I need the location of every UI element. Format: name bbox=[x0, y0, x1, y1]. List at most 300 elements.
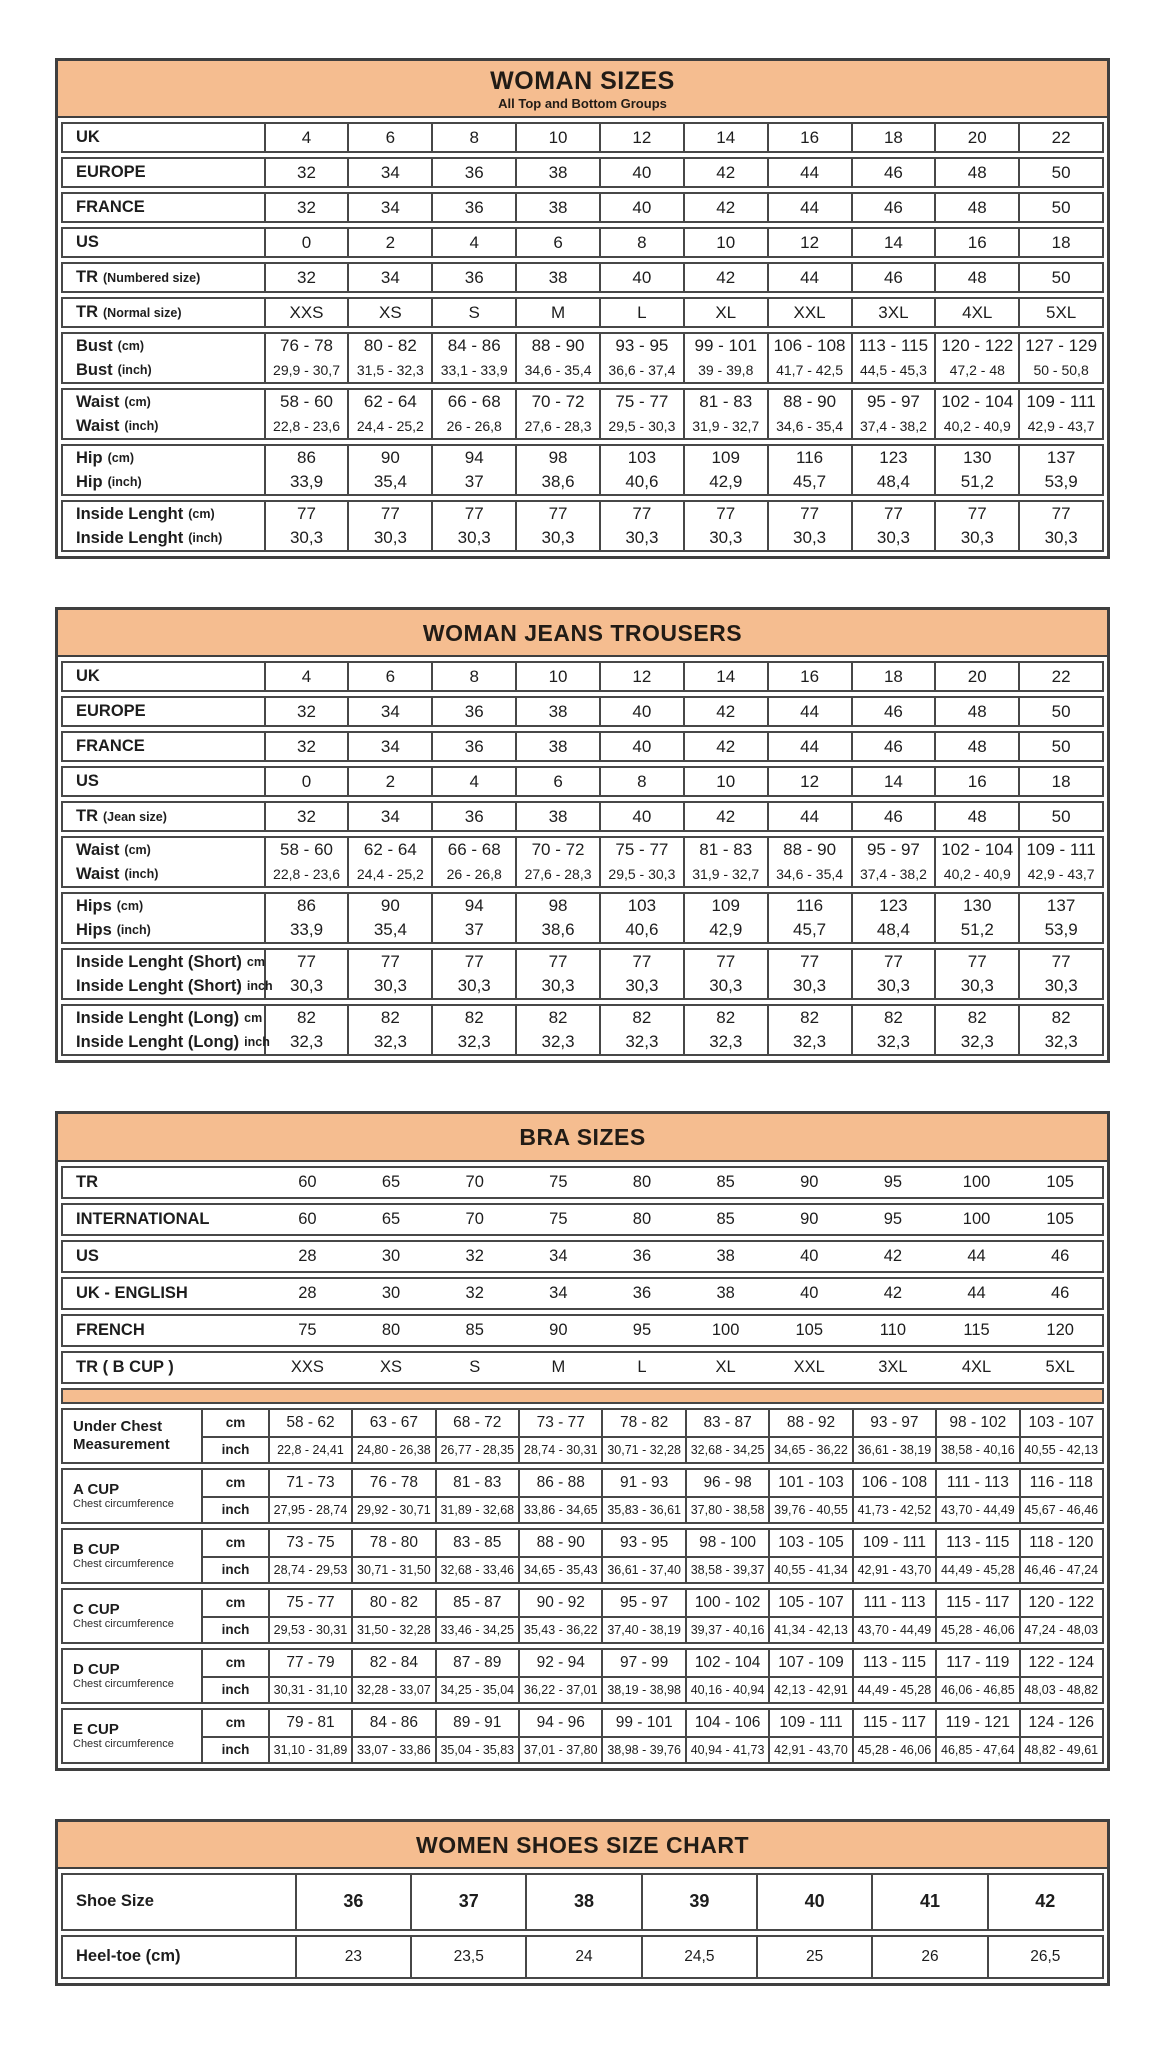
value-cell: 77 bbox=[601, 502, 685, 526]
row-label-main: Hips bbox=[76, 920, 112, 939]
value-cell: 103 - 107 bbox=[1028, 1413, 1094, 1431]
value-cell: 12 bbox=[769, 768, 853, 795]
value-cell: 34 bbox=[549, 1283, 568, 1302]
value-cell: 35,43 - 36,22 bbox=[520, 1618, 603, 1642]
value-cell: 44,49 - 45,28 bbox=[937, 1558, 1020, 1582]
table-row bbox=[61, 1240, 1104, 1273]
value-cell: XL bbox=[685, 299, 769, 326]
table-row bbox=[63, 390, 1102, 414]
value-cell: 5XL bbox=[1045, 302, 1077, 322]
row-label-main: TR bbox=[76, 807, 98, 826]
value-cell: S bbox=[469, 1357, 481, 1376]
cup-rows bbox=[203, 1530, 1102, 1582]
table-header bbox=[58, 610, 1107, 657]
cup-row-group bbox=[61, 1408, 1104, 1464]
value-cell: 42 bbox=[685, 803, 769, 830]
value-cell: 109 bbox=[685, 894, 769, 918]
cup-label-sub: Chest circumference bbox=[73, 1497, 174, 1510]
value-cell: 58 - 60 bbox=[266, 390, 350, 414]
value-cell: 46 bbox=[853, 194, 937, 221]
row-label bbox=[63, 1316, 266, 1345]
value-cell: 86 bbox=[266, 894, 350, 918]
value-cell: 62 - 64 bbox=[349, 838, 433, 862]
row-group bbox=[61, 444, 1104, 496]
row-label bbox=[63, 698, 266, 725]
value-cell: 2 bbox=[349, 229, 433, 256]
value-cell: 77 bbox=[266, 502, 350, 526]
value-cell: 34,65 - 35,43 bbox=[520, 1558, 603, 1582]
value-cell: 100 bbox=[962, 1172, 991, 1191]
value-cell: 46 bbox=[853, 264, 937, 291]
value-cell: 30,3 bbox=[853, 974, 937, 998]
unit-cell: cm bbox=[203, 1590, 270, 1616]
value-cell: 48,4 bbox=[853, 918, 937, 942]
table-row bbox=[61, 1351, 1104, 1384]
table-row bbox=[203, 1650, 1102, 1676]
value-cell: 73 - 77 bbox=[520, 1410, 603, 1436]
value-cell: 30,3 bbox=[1044, 976, 1078, 996]
table-body bbox=[58, 1162, 1107, 1768]
value-cell: 42,91 - 43,70 bbox=[770, 1738, 853, 1762]
row-label-unit: (cm) bbox=[124, 395, 151, 410]
value-cell: 24,5 bbox=[643, 1937, 758, 1977]
value-cell: 94 bbox=[433, 446, 517, 470]
value-cell: 30,3 bbox=[769, 526, 853, 550]
value-cell: 65 bbox=[381, 1172, 401, 1191]
value-cell: 42 bbox=[685, 159, 769, 186]
value-cell: 82 bbox=[1051, 1008, 1071, 1028]
value-cell: 99 - 101 bbox=[685, 334, 769, 358]
row-label bbox=[63, 768, 266, 795]
value-cell: 102 - 104 bbox=[687, 1650, 770, 1676]
value-cell: 38,6 bbox=[517, 918, 601, 942]
value-cell: 28 bbox=[298, 1246, 317, 1265]
table-row bbox=[203, 1590, 1102, 1616]
row-group bbox=[61, 122, 1104, 153]
value-cell: 29,5 - 30,3 bbox=[601, 862, 685, 886]
row-label-main: EUROPE bbox=[76, 702, 146, 721]
value-cell: 12 bbox=[769, 229, 853, 256]
value-cell: 48,82 - 49,61 bbox=[1024, 1742, 1099, 1757]
value-cell: 40 bbox=[601, 159, 685, 186]
value-cell: 77 bbox=[349, 502, 433, 526]
row-label-main: Inside Lenght bbox=[76, 504, 184, 523]
value-cell: 6 bbox=[349, 124, 433, 151]
value-cell: XXS bbox=[290, 1357, 324, 1376]
value-cell: 18 bbox=[853, 124, 937, 151]
table-row bbox=[63, 502, 1102, 526]
value-cell: 8 bbox=[601, 229, 685, 256]
row-group bbox=[61, 388, 1104, 440]
value-cell: 29,53 - 30,31 bbox=[270, 1618, 353, 1642]
unit-cell: cm bbox=[203, 1650, 270, 1676]
value-cell: 77 bbox=[601, 950, 685, 974]
value-cell: 20 bbox=[936, 663, 1020, 690]
row-label bbox=[63, 663, 266, 690]
value-cell: 36,6 - 37,4 bbox=[601, 358, 685, 382]
table-row bbox=[63, 974, 1102, 998]
value-cell: 6 bbox=[517, 229, 601, 256]
row-group bbox=[61, 731, 1104, 762]
value-cell: 82 bbox=[266, 1006, 350, 1030]
value-cell: 40 bbox=[601, 194, 685, 221]
row-label-main: Waist bbox=[76, 864, 120, 883]
value-cell: 37 bbox=[412, 1875, 527, 1929]
table-row bbox=[63, 838, 1102, 862]
value-cell: 38 bbox=[716, 1283, 735, 1302]
value-cell: 30,3 bbox=[266, 526, 350, 550]
row-label-unit: (inch) bbox=[107, 475, 142, 490]
cup-label bbox=[63, 1470, 203, 1522]
row-label bbox=[63, 918, 266, 942]
cup-label-main: Under Chest Measurement bbox=[73, 1418, 170, 1453]
table-row bbox=[61, 1935, 1104, 1979]
table-row bbox=[63, 159, 1102, 186]
value-cell: 32,3 bbox=[853, 1030, 937, 1054]
value-cell: 30,31 - 31,10 bbox=[270, 1678, 353, 1702]
value-cell: 31,89 - 32,68 bbox=[437, 1498, 520, 1522]
row-label bbox=[63, 299, 266, 326]
value-cell: 36,61 - 38,19 bbox=[854, 1438, 937, 1462]
value-cell: 5XL bbox=[1045, 1357, 1075, 1376]
value-cell: 29,9 - 30,7 bbox=[266, 358, 350, 382]
value-cell: 18 bbox=[853, 663, 937, 690]
row-group bbox=[61, 696, 1104, 727]
value-cell: 45,28 - 46,06 bbox=[854, 1738, 937, 1762]
value-cell: 77 bbox=[349, 950, 433, 974]
value-cell: 37,80 - 38,58 bbox=[687, 1498, 770, 1522]
value-cell: 130 bbox=[936, 894, 1020, 918]
row-label bbox=[63, 390, 266, 414]
value-cell: 40,94 - 41,73 bbox=[687, 1738, 770, 1762]
value-cell: 58 - 60 bbox=[266, 838, 350, 862]
value-cell: 50 bbox=[1051, 197, 1071, 217]
value-cell: 106 - 108 bbox=[769, 334, 853, 358]
value-cell: 71 - 73 bbox=[270, 1470, 353, 1496]
value-cell: 30 bbox=[381, 1283, 401, 1302]
value-cell: 41 bbox=[873, 1875, 988, 1929]
unit-cell: inch bbox=[203, 1438, 270, 1462]
row-label-main: Inside Lenght (Long) bbox=[76, 1008, 240, 1027]
row-label bbox=[63, 124, 266, 151]
value-cell: 34 bbox=[349, 194, 433, 221]
value-cell: 36 bbox=[632, 1246, 652, 1265]
unit-cell: inch bbox=[203, 1558, 270, 1582]
value-cell: 0 bbox=[266, 768, 350, 795]
row-label-main: FRENCH bbox=[76, 1320, 145, 1339]
value-cell: 48 bbox=[936, 159, 1020, 186]
value-cell: 45,7 bbox=[769, 470, 853, 494]
value-cell: 115 - 117 bbox=[854, 1710, 937, 1736]
value-cell: 82 bbox=[936, 1006, 1020, 1030]
value-cell: 81 - 83 bbox=[685, 838, 769, 862]
value-cell: 32,3 bbox=[1044, 1032, 1078, 1052]
value-cell: 46 bbox=[853, 159, 937, 186]
table-row bbox=[63, 698, 1102, 725]
value-cell: 50 bbox=[1051, 267, 1071, 287]
value-cell: 38 bbox=[517, 264, 601, 291]
value-cell: 32 bbox=[266, 698, 350, 725]
value-cell: 91 - 93 bbox=[603, 1470, 686, 1496]
value-cell: 27,6 - 28,3 bbox=[517, 414, 601, 438]
value-cell: 105 bbox=[1046, 1172, 1074, 1191]
value-cell: 36 bbox=[433, 698, 517, 725]
row-label-main: FRANCE bbox=[76, 198, 145, 217]
value-cell: 86 bbox=[266, 446, 350, 470]
value-cell: 90 bbox=[549, 1320, 568, 1339]
row-label-main: Hip bbox=[76, 448, 103, 467]
table-row bbox=[203, 1410, 1102, 1436]
value-cell: 48 bbox=[936, 264, 1020, 291]
value-cell: 88 - 90 bbox=[520, 1530, 603, 1556]
value-cell: 50 bbox=[1051, 701, 1071, 721]
value-cell: 14 bbox=[685, 124, 769, 151]
row-label-main: Hips bbox=[76, 896, 112, 915]
value-cell: 77 - 79 bbox=[270, 1650, 353, 1676]
value-cell: XXL bbox=[793, 1357, 825, 1376]
cup-rows bbox=[203, 1710, 1102, 1762]
row-label-main: Waist bbox=[76, 840, 120, 859]
value-cell: 75 bbox=[549, 1172, 568, 1191]
row-label-main: Bust bbox=[76, 336, 113, 355]
value-cell: 95 - 97 bbox=[603, 1590, 686, 1616]
value-cell: 35,83 - 36,61 bbox=[603, 1498, 686, 1522]
cup-label-sub: Chest circumference bbox=[73, 1677, 174, 1690]
value-cell: 39,37 - 40,16 bbox=[687, 1618, 770, 1642]
value-cell: 30,3 bbox=[349, 974, 433, 998]
unit-cell: inch bbox=[203, 1678, 270, 1702]
value-cell: 34 bbox=[549, 1246, 568, 1265]
table-row bbox=[203, 1676, 1102, 1702]
value-cell: 40 bbox=[601, 803, 685, 830]
value-cell: 50 bbox=[1051, 162, 1071, 182]
value-cell: 77 bbox=[1051, 952, 1071, 972]
value-cell: 120 - 122 bbox=[936, 334, 1020, 358]
table-title: WOMAN SIZES bbox=[490, 67, 675, 95]
value-cell: 95 bbox=[632, 1320, 652, 1339]
value-cell: 82 bbox=[433, 1006, 517, 1030]
value-cell: 38 bbox=[517, 733, 601, 760]
value-cell: 42 bbox=[685, 194, 769, 221]
value-cell: 38,98 - 39,76 bbox=[603, 1738, 686, 1762]
value-cell: 87 - 89 bbox=[437, 1650, 520, 1676]
value-cell: 130 bbox=[936, 446, 1020, 470]
row-label-main: TR ( B CUP ) bbox=[76, 1357, 174, 1376]
value-cell: M bbox=[551, 1357, 566, 1376]
value-cell: 123 bbox=[853, 894, 937, 918]
value-cell: 42,9 - 43,7 bbox=[1027, 418, 1095, 435]
value-cell: 122 - 124 bbox=[1028, 1653, 1094, 1671]
row-label bbox=[63, 414, 266, 438]
value-cell: 46 bbox=[853, 803, 937, 830]
value-cell: 90 bbox=[800, 1172, 819, 1191]
value-cell: 40 bbox=[800, 1283, 819, 1302]
value-cell: 85 - 87 bbox=[437, 1590, 520, 1616]
value-cell: 20 bbox=[936, 124, 1020, 151]
value-cell: 44 bbox=[967, 1283, 986, 1302]
value-cell: 116 bbox=[769, 894, 853, 918]
row-label bbox=[63, 1030, 270, 1054]
value-cell: 37,4 - 38,2 bbox=[853, 862, 937, 886]
value-cell: 99 - 101 bbox=[603, 1710, 686, 1736]
value-cell: 83 - 87 bbox=[687, 1410, 770, 1436]
row-label-unit: (cm) bbox=[188, 507, 215, 522]
value-cell: 82 bbox=[769, 1006, 853, 1030]
value-cell: 44 bbox=[769, 803, 853, 830]
table-body bbox=[58, 657, 1107, 1060]
value-cell: 46,06 - 46,85 bbox=[937, 1678, 1020, 1702]
table-title: WOMAN JEANS TROUSERS bbox=[422, 620, 743, 647]
row-label-main: Bust bbox=[76, 360, 113, 379]
value-cell: 32,28 - 33,07 bbox=[353, 1678, 436, 1702]
value-cell: 44 bbox=[967, 1246, 986, 1265]
row-label-main: US bbox=[76, 1246, 99, 1265]
table-row bbox=[203, 1556, 1102, 1582]
value-cell: 94 bbox=[433, 894, 517, 918]
value-cell: 32,3 bbox=[266, 1030, 350, 1054]
row-label-unit: (inch) bbox=[117, 363, 152, 378]
row-label-main: Inside Lenght (Short) bbox=[76, 976, 242, 995]
value-cell: 39 bbox=[643, 1875, 758, 1929]
row-label bbox=[63, 229, 266, 256]
unit-cell: cm bbox=[203, 1470, 270, 1496]
table-row bbox=[63, 663, 1102, 690]
value-cell: 40,16 - 40,94 bbox=[687, 1678, 770, 1702]
value-cell: 82 bbox=[517, 1006, 601, 1030]
value-cell: 44,49 - 45,28 bbox=[854, 1678, 937, 1702]
value-cell: 120 - 122 bbox=[1028, 1593, 1094, 1611]
value-cell: 109 bbox=[685, 446, 769, 470]
table-row bbox=[203, 1736, 1102, 1762]
value-cell: 42 bbox=[685, 264, 769, 291]
value-cell: 96 - 98 bbox=[687, 1470, 770, 1496]
table-row bbox=[63, 1006, 1102, 1030]
value-cell: 38 bbox=[517, 698, 601, 725]
value-cell: 10 bbox=[517, 663, 601, 690]
value-cell: 33,1 - 33,9 bbox=[433, 358, 517, 382]
value-cell: 98 - 100 bbox=[687, 1530, 770, 1556]
value-cell: 34,25 - 35,04 bbox=[437, 1678, 520, 1702]
value-cell: 101 - 103 bbox=[770, 1470, 853, 1496]
value-cell: 28,74 - 29,53 bbox=[270, 1558, 353, 1582]
row-label bbox=[63, 502, 266, 526]
value-cell: 33,46 - 34,25 bbox=[437, 1618, 520, 1642]
value-cell: 30,3 bbox=[433, 974, 517, 998]
cup-label-main: C CUP bbox=[73, 1600, 120, 1618]
value-cell: 84 - 86 bbox=[353, 1710, 436, 1736]
cup-label-sub: Chest circumference bbox=[73, 1617, 174, 1630]
cup-row-group bbox=[61, 1528, 1104, 1584]
value-cell: 34,6 - 35,4 bbox=[769, 414, 853, 438]
value-cell: XS bbox=[380, 1357, 403, 1376]
value-cell: 30,3 bbox=[601, 526, 685, 550]
value-cell: 42 bbox=[685, 733, 769, 760]
table-header bbox=[58, 1822, 1107, 1869]
table-row bbox=[61, 1314, 1104, 1347]
value-cell: 10 bbox=[685, 229, 769, 256]
row-group bbox=[61, 948, 1104, 1000]
value-cell: 40 bbox=[800, 1246, 819, 1265]
value-cell: 90 bbox=[349, 894, 433, 918]
value-cell: 77 bbox=[936, 502, 1020, 526]
value-cell: 82 - 84 bbox=[353, 1650, 436, 1676]
cup-row-group bbox=[61, 1648, 1104, 1704]
value-cell: 117 - 119 bbox=[937, 1650, 1020, 1676]
value-cell: 105 bbox=[1046, 1209, 1074, 1228]
value-cell: 28,74 - 30,31 bbox=[520, 1438, 603, 1462]
row-label bbox=[63, 1205, 266, 1234]
value-cell: 25 bbox=[758, 1937, 873, 1977]
cup-rows bbox=[203, 1470, 1102, 1522]
value-cell: 73 - 75 bbox=[270, 1530, 353, 1556]
cup-label-main: D CUP bbox=[73, 1660, 120, 1678]
row-label bbox=[63, 526, 266, 550]
value-cell: 33,86 - 34,65 bbox=[520, 1498, 603, 1522]
value-cell: 98 - 102 bbox=[937, 1410, 1020, 1436]
value-cell: 40,2 - 40,9 bbox=[936, 862, 1020, 886]
value-cell: 40 bbox=[758, 1875, 873, 1929]
row-label-unit: cm bbox=[244, 1011, 263, 1026]
value-cell: 46 bbox=[1051, 1246, 1070, 1265]
value-cell: 32,3 bbox=[685, 1030, 769, 1054]
row-label-unit: (inch) bbox=[188, 531, 223, 546]
value-cell: 62 - 64 bbox=[349, 390, 433, 414]
value-cell: 77 bbox=[266, 950, 350, 974]
value-cell: 32 bbox=[465, 1246, 484, 1265]
table-row bbox=[63, 194, 1102, 221]
value-cell: 45,7 bbox=[769, 918, 853, 942]
value-cell: 22,8 - 23,6 bbox=[266, 414, 350, 438]
value-cell: 38 bbox=[517, 159, 601, 186]
row-label-unit: (inch) bbox=[124, 419, 159, 434]
table-row bbox=[61, 1166, 1104, 1199]
value-cell: 88 - 90 bbox=[517, 334, 601, 358]
value-cell: 38,58 - 40,16 bbox=[937, 1438, 1020, 1462]
table-row bbox=[63, 862, 1102, 886]
value-cell: 48 bbox=[936, 733, 1020, 760]
value-cell: 66 - 68 bbox=[433, 838, 517, 862]
value-cell: 32,3 bbox=[936, 1030, 1020, 1054]
value-cell: 6 bbox=[517, 768, 601, 795]
value-cell: 34,6 - 35,4 bbox=[769, 862, 853, 886]
value-cell: 81 - 83 bbox=[437, 1470, 520, 1496]
value-cell: 3XL bbox=[853, 299, 937, 326]
row-label bbox=[63, 194, 266, 221]
value-cell: 109 - 111 bbox=[1026, 840, 1096, 860]
row-label bbox=[63, 803, 266, 830]
cup-row-group bbox=[61, 1588, 1104, 1644]
value-cell: 34 bbox=[349, 733, 433, 760]
value-cell: 77 bbox=[1051, 504, 1071, 524]
value-cell: 80 - 82 bbox=[349, 334, 433, 358]
value-cell: 31,9 - 32,7 bbox=[685, 862, 769, 886]
row-label-unit: (Jean size) bbox=[103, 809, 167, 824]
value-cell: 85 bbox=[465, 1320, 484, 1339]
row-label bbox=[63, 838, 266, 862]
value-cell: 105 bbox=[795, 1320, 824, 1339]
value-cell: 26 - 26,8 bbox=[433, 862, 517, 886]
value-cell: 39,76 - 40,55 bbox=[770, 1498, 853, 1522]
cup-label-main: B CUP bbox=[73, 1540, 120, 1558]
value-cell: S bbox=[433, 299, 517, 326]
row-label-unit: cm bbox=[246, 955, 265, 970]
table-row bbox=[63, 299, 1102, 326]
row-label-main: Inside Lenght (Long) bbox=[76, 1032, 240, 1051]
table-title: BRA SIZES bbox=[519, 1124, 646, 1151]
value-cell: 30,3 bbox=[433, 526, 517, 550]
value-cell: L bbox=[637, 1357, 647, 1376]
value-cell: 77 bbox=[433, 950, 517, 974]
